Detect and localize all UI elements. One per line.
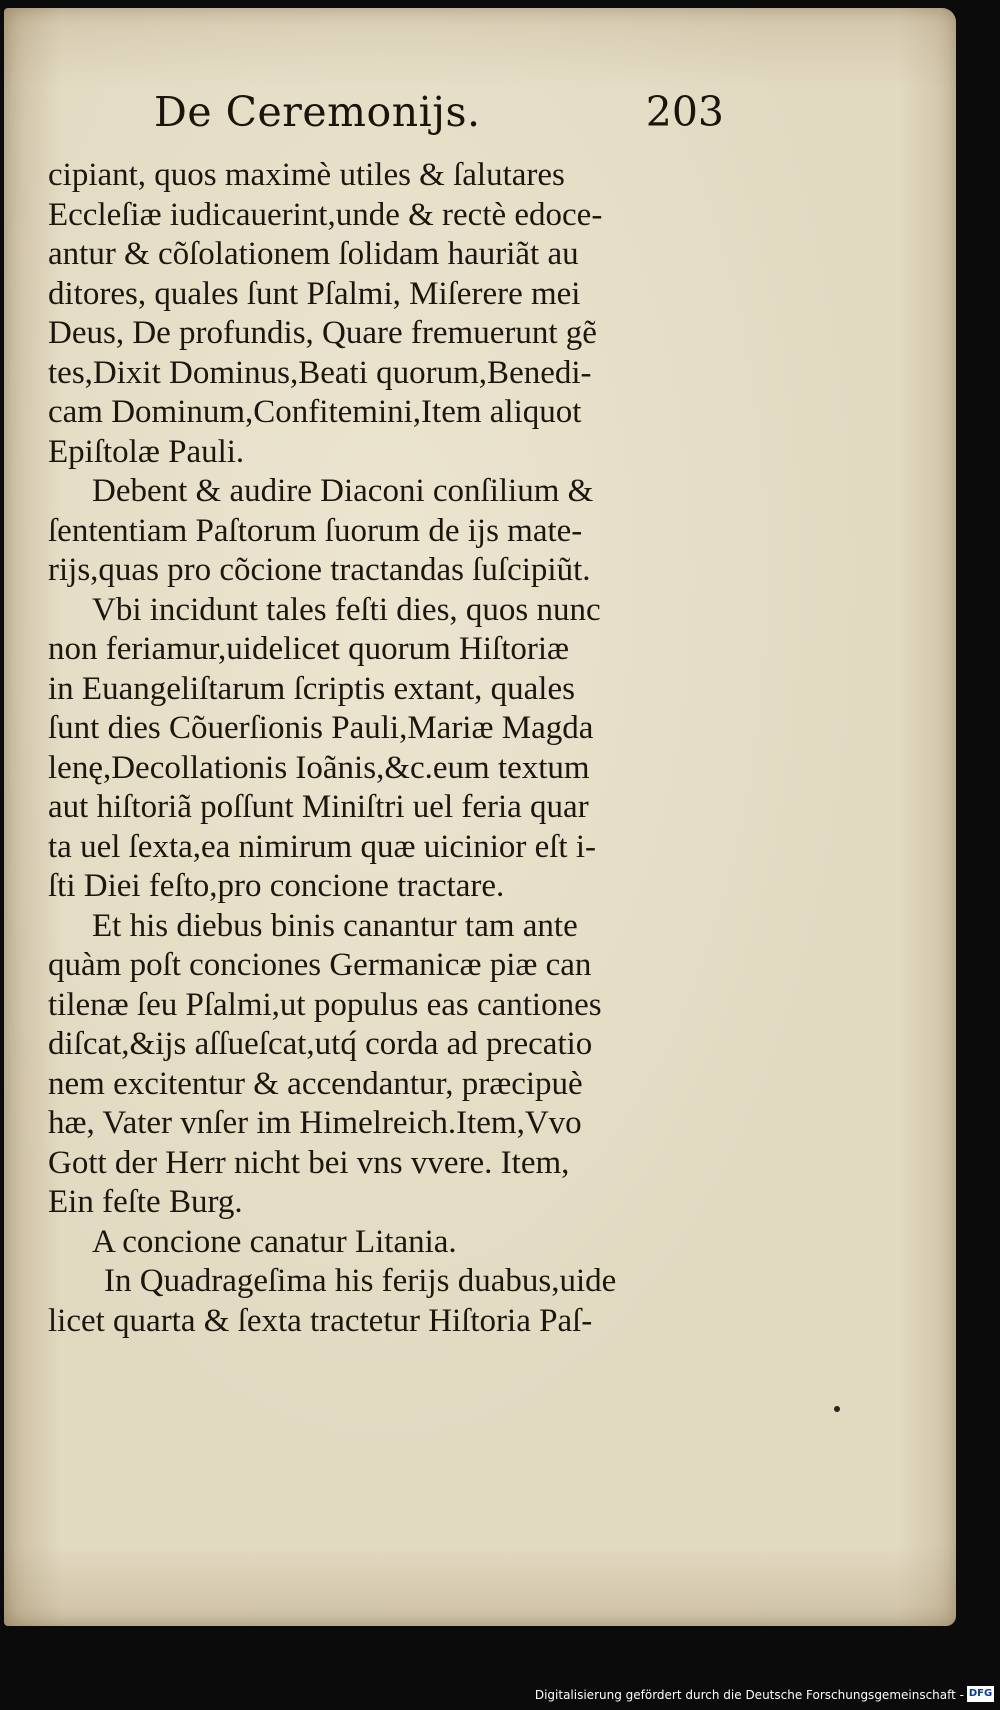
funding-credit: Digitalisierung gefördert durch die Deutsche Forschungsgemeinschaft - <box>534 1688 964 1702</box>
ink-speck <box>834 1406 840 1412</box>
text-line: ſunt dies Cõuerſionis Pauli,Mariæ Magda <box>48 710 594 746</box>
text-line: hæ, Vater vnſer im Himelreich.Item,Vvo <box>48 1105 582 1141</box>
paragraph-start-line: Debent & audire Diaconi conſilium & <box>92 473 594 509</box>
text-line: ditores, quales ſunt Pſalmi, Miſerere mei <box>48 275 581 312</box>
paragraph-start-line: Vbi incidunt tales feſti dies, quos nunc <box>92 591 601 628</box>
text-line: nem excitentur & accendantur, præcipuè <box>48 1065 583 1102</box>
text-line: tes,Dixit Dominus,Beati quorum,Benedi- <box>48 354 592 391</box>
text-line: aut hiſtoriã poſſunt Miniſtri uel feria quar <box>48 789 589 825</box>
paragraph-start-line: Et his diebus binis canantur tam ante <box>92 907 578 944</box>
page-header <box>154 88 724 148</box>
text-line: Deus, De profundis, Quare fremuerunt gẽ <box>48 315 597 351</box>
text-line: cipiant, quos maximè utiles & ſalutares <box>48 157 565 193</box>
text-line: diſcat,&ijs aſſueſcat,utq́ corda ad precatio <box>48 1026 593 1062</box>
dfg-logo-icon: DFG <box>967 1686 994 1702</box>
text-line: non feriamur,uidelicet quorum Hiſtoriæ <box>48 631 570 667</box>
book-page <box>4 8 956 1626</box>
text-line: ta uel ſexta,ea nimirum quæ uicinior eſt i- <box>48 828 597 865</box>
text-line: lenę,Decollationis Ioãnis,&c.eum textum <box>48 749 590 786</box>
running-title: De Ceremonijs. <box>154 88 481 136</box>
text-line: ſti Diei feſto,pro concione tractare. <box>48 868 505 904</box>
paragraph-start-line: A concione canatur Litania. <box>92 1223 457 1260</box>
text-line: tilenæ ſeu Pſalmi,ut populus eas cantiones <box>48 986 602 1023</box>
text-line: rijs,quas pro cõcione tractandas ſuſcipiũt. <box>48 552 591 588</box>
text-line: licet quarta & ſexta tractetur Hiſtoria Paſ- <box>48 1302 593 1339</box>
text-line: antur & cõſolationem ſolidam hauriãt au <box>48 236 579 272</box>
text-line: cam Dominum,Confitemini,Item aliquot <box>48 394 582 430</box>
body-text <box>48 156 708 1341</box>
text-line: in Euangeliſtarum ſcriptis extant, quales <box>48 670 575 707</box>
text-line: Ein feſte Burg. <box>48 1184 243 1220</box>
page-number: 203 <box>645 88 724 136</box>
digitization-footer <box>0 1682 1000 1710</box>
text-line: Eccleſiæ iudicauerint,unde & rectè edoce- <box>48 196 603 233</box>
text-line: ſententiam Paſtorum ſuorum de ijs mate- <box>48 512 583 549</box>
text-line: quàm poſt conciones Germanicæ piæ can <box>48 947 592 983</box>
text-line: Gott der Herr nicht bei vns vvere. Item, <box>48 1144 570 1181</box>
text-line: Epiſtolæ Pauli. <box>48 433 245 470</box>
paragraph-start-line: In Quadrageſima his ferijs duabus,uide <box>104 1263 617 1299</box>
